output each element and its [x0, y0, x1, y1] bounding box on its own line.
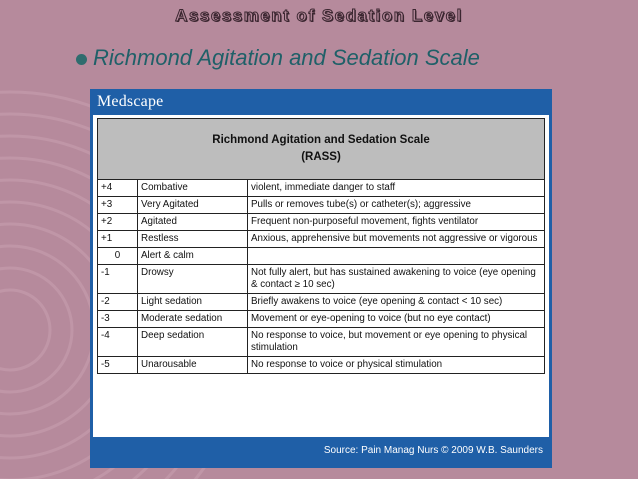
score-cell: 0 — [98, 248, 138, 265]
term-cell: Restless — [138, 231, 248, 248]
brand-bar — [93, 89, 549, 115]
bullet-icon — [76, 54, 87, 65]
medscape-logo: Medscape — [97, 93, 164, 110]
score-cell: -5 — [98, 357, 138, 374]
description-cell: No response to voice or physical stimulation — [248, 357, 545, 374]
bullet-item — [76, 42, 480, 74]
score-cell: +3 — [98, 197, 138, 214]
table-row — [98, 197, 545, 214]
table-row — [98, 248, 545, 265]
description-cell: No response to voice, but movement or eye opening to physical stimulation — [248, 328, 545, 357]
term-cell: Agitated — [138, 214, 248, 231]
description-cell: Movement or eye-opening to voice (but no eye contact) — [248, 311, 545, 328]
description-cell: Not fully alert, but has sustained awakening to voice (eye opening & contact ≥ 10 sec) — [248, 265, 545, 294]
term-cell: Alert & calm — [138, 248, 248, 265]
table-row — [98, 214, 545, 231]
source-caption: Source: Pain Manag Nurs © 2009 W.B. Saunders — [323, 445, 543, 456]
table-row — [98, 265, 545, 294]
rass-table — [97, 118, 545, 374]
table-row — [98, 311, 545, 328]
slide-title: Assessment of Sedation Level — [175, 6, 463, 25]
table-row — [98, 328, 545, 357]
description-cell: Briefly awakens to voice (eye opening & contact < 10 sec) — [248, 294, 545, 311]
table-row — [98, 231, 545, 248]
bullet-text: Richmond Agitation and Sedation Scale — [93, 45, 480, 70]
table-title-line1: Richmond Agitation and Sedation Scale — [212, 134, 430, 146]
score-cell: -4 — [98, 328, 138, 357]
rass-panel — [90, 89, 552, 468]
score-cell: -3 — [98, 311, 138, 328]
description-cell: Pulls or removes tube(s) or catheter(s); aggressive — [248, 197, 545, 214]
score-cell: -1 — [98, 265, 138, 294]
table-row — [98, 357, 545, 374]
table-title-line2: (RASS) — [301, 151, 341, 163]
score-cell: +1 — [98, 231, 138, 248]
table-row — [98, 180, 545, 197]
term-cell: Drowsy — [138, 265, 248, 294]
score-cell: +4 — [98, 180, 138, 197]
term-cell: Unarousable — [138, 357, 248, 374]
description-cell — [248, 248, 545, 265]
score-cell: +2 — [98, 214, 138, 231]
description-cell: Frequent non-purposeful movement, fights ventilator — [248, 214, 545, 231]
term-cell: Deep sedation — [138, 328, 248, 357]
term-cell: Very Agitated — [138, 197, 248, 214]
table-row — [98, 294, 545, 311]
table-title — [98, 119, 545, 180]
term-cell: Moderate sedation — [138, 311, 248, 328]
table-container — [93, 115, 549, 437]
term-cell: Combative — [138, 180, 248, 197]
description-cell: violent, immediate danger to staff — [248, 180, 545, 197]
term-cell: Light sedation — [138, 294, 248, 311]
score-cell: -2 — [98, 294, 138, 311]
description-cell: Anxious, apprehensive but movements not aggressive or vigorous — [248, 231, 545, 248]
